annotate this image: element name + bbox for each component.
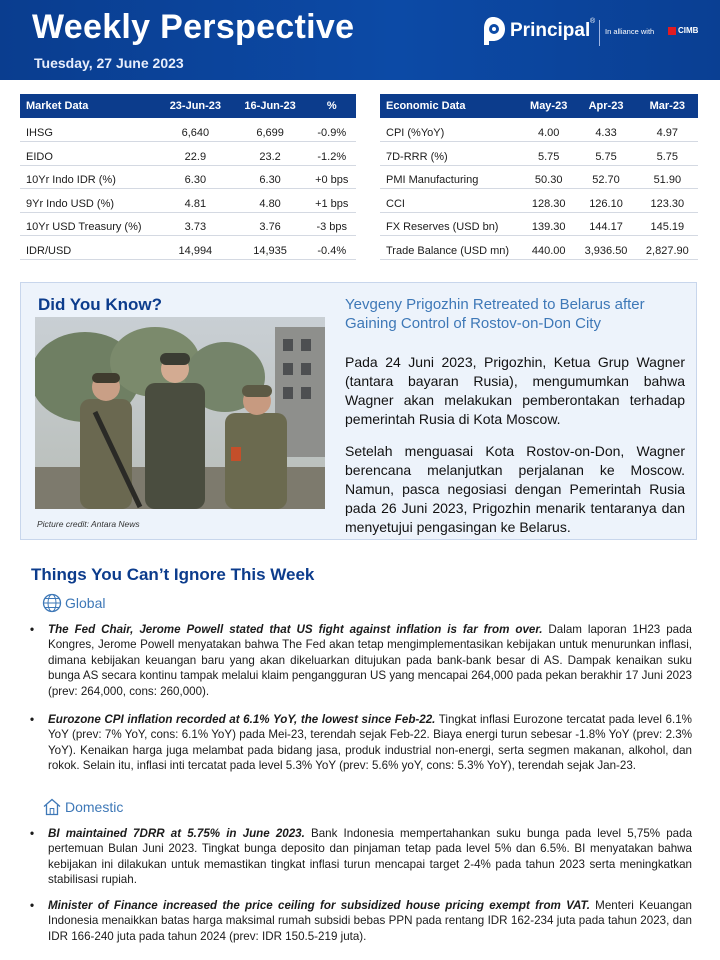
table-cell: 128.30 — [522, 189, 575, 213]
did-you-know-subtitle: Yevgeny Prigozhin Retreated to Belarus after Gaining Control of Rostov-on-Don City — [345, 296, 645, 332]
brand-divider — [599, 20, 600, 46]
item-body: Tingkat inflasi Eurozone tercatat pada level 6.1% YoY (prev: 7% YoY, cons: 6.1% YoY) pada Mei-23, terendah sejak Feb-22. Biaya energi turun sebesar -1.8% YoY (prev: 2.3% YoY). Kenaikan harga juga melambat pada bidang jasa, produk industrial non-energi, serta segmen makanan, alkohol, dan rokok. Selain itu, inflasi inti tercatat pada level 5.3% YoY (prev: 5.6% yoY, cons: 5.3% YoY), terendah sejak Jan-23. — [48, 713, 692, 773]
table-row — [20, 212, 356, 236]
table-cell: 440.00 — [522, 236, 575, 260]
table-cell: 144.17 — [575, 212, 636, 236]
table-cell: IDR/USD — [20, 236, 158, 260]
table-cell: 4.80 — [233, 189, 308, 213]
partner-name: CIMB — [678, 26, 699, 35]
column-header: Apr-23 — [575, 94, 636, 118]
table-cell: 6.30 — [158, 165, 233, 189]
list-item — [30, 898, 692, 944]
table-cell: -0.4% — [307, 236, 356, 260]
table-cell: 10Yr USD Treasury (%) — [20, 212, 158, 236]
table-row — [20, 236, 356, 260]
column-header: Market Data — [20, 94, 158, 118]
table-row — [380, 142, 698, 166]
report-title: Weekly Perspective — [32, 8, 355, 46]
table-header-row — [20, 94, 356, 118]
table-row — [380, 189, 698, 213]
table-row — [380, 165, 698, 189]
table-cell: 5.75 — [522, 142, 575, 166]
column-header: % — [307, 94, 356, 118]
brand-name: Principal — [510, 20, 591, 41]
bullet-marker: • — [30, 899, 35, 912]
table-row — [20, 118, 356, 142]
table-cell: EIDO — [20, 142, 158, 166]
table-cell: 23.2 — [233, 142, 308, 166]
column-header: Economic Data — [380, 94, 522, 118]
cimb-logo-icon — [668, 27, 676, 35]
bullet-marker: • — [30, 827, 35, 840]
item-headline: Minister of Finance increased the price ceiling for subsidized house pricing exempt from VAT. — [48, 899, 590, 912]
table-cell: -0.9% — [307, 118, 356, 142]
house-icon — [42, 797, 62, 817]
table-cell: CPI (%YoY) — [380, 118, 522, 142]
table-cell: CCI — [380, 189, 522, 213]
report-date: Tuesday, 27 June 2023 — [34, 55, 184, 71]
list-item-text — [48, 898, 692, 944]
did-you-know-heading: Did You Know? — [38, 295, 163, 314]
item-headline: Eurozone CPI inflation recorded at 6.1% YoY, the lowest since Feb-22. — [48, 713, 436, 726]
table-cell: 52.70 — [575, 165, 636, 189]
table-cell: 4.81 — [158, 189, 233, 213]
header-banner — [0, 0, 720, 80]
table-cell: 3.73 — [158, 212, 233, 236]
table-cell: 4.33 — [575, 118, 636, 142]
table-cell: -3 bps — [307, 212, 356, 236]
table-cell: +0 bps — [307, 165, 356, 189]
brand-registered-mark: ® — [590, 18, 596, 25]
table-cell: 7D-RRR (%) — [380, 142, 522, 166]
did-you-know-panel — [20, 282, 697, 540]
table-cell: +1 bps — [307, 189, 356, 213]
table-cell: 9Yr Indo USD (%) — [20, 189, 158, 213]
economic-data-table — [380, 94, 698, 260]
table-cell: -1.2% — [307, 142, 356, 166]
list-item — [30, 712, 692, 774]
table-cell: 4.00 — [522, 118, 575, 142]
item-body: Bank Indonesia mempertahankan suku bunga pada level 5,75% pada pertemuan Bulan Juni 2023. Tingkat bunga deposito dan pinjaman tetap pada level 5% dan 6.5%. BI menyatakan bahwa kebijakan ini dilakukan untuk memastikan tingkat inflasi turun mencapai target 2-4% pada tahun 2023 serta meningkatkan stabilisasi rupiah. — [48, 827, 693, 887]
section-title: Things You Can’t Ignore This Week — [31, 565, 315, 584]
table-cell: 6,699 — [233, 118, 308, 142]
table-cell: 51.90 — [637, 165, 698, 189]
did-you-know-paragraph: Setelah menguasai Kota Rostov-on-Don, Wagner berencana melanjutkan perjalanan ke Moscow. Namun, pasca negosiasi dengan Pemerintah Rusia pada 26 Juni 2023, Prigozhin menarik tentaranya dan menyetujui pengasingan ke Belarus. — [345, 443, 685, 535]
table-header-row — [380, 94, 698, 118]
table-row — [20, 165, 356, 189]
table-cell: 126.10 — [575, 189, 636, 213]
photo-credit: Picture credit: Antara News — [37, 519, 140, 529]
table-cell: 22.9 — [158, 142, 233, 166]
table-cell: 14,935 — [233, 236, 308, 260]
item-headline: The Fed Chair, Jerome Powell stated that US fight against inflation is far from over. — [48, 623, 543, 636]
table-cell: 123.30 — [637, 189, 698, 213]
column-header: May-23 — [522, 94, 575, 118]
principal-logo-icon — [480, 16, 506, 46]
item-body: Dalam laporan 1H23 pada Kongres, Jerome Powell menyatakan bahwa The Fed akan tetap mengimplementasikan kebijakan untuk menurunkan inflasi, dimana kebijakan keuangan baru yang akan dikeluarkan ditujukan pada bank-bank besar di AS. Dampak kenaikan suku bunga AS secara kontinu tampak melalui klaim pengangguran US yang mencapai 264,000 pada pekan berakhir 17 Juni 2023 (prev: 264,000, cons: 260,000). — [48, 623, 692, 698]
table-cell: IHSG — [20, 118, 158, 142]
table-row — [20, 142, 356, 166]
table-cell: 139.30 — [522, 212, 575, 236]
table-cell: 6,640 — [158, 118, 233, 142]
table-cell: 6.30 — [233, 165, 308, 189]
list-item-text — [48, 826, 692, 888]
table-row — [20, 189, 356, 213]
table-cell: 3,936.50 — [575, 236, 636, 260]
item-body: Menteri Keuangan Indonesia menaikkan batas harga maksimal rumah subsidi bebas PPN pada rentang IDR 162-234 juta pada tahun 2023, dan IDR 166-240 juta pada tahun 2024 (prev: IDR 150.5-219 juta). — [48, 899, 692, 943]
item-headline: BI maintained 7DRR at 5.75% in June 2023. — [48, 827, 305, 840]
table-row — [380, 118, 698, 142]
table-cell: Trade Balance (USD mn) — [380, 236, 522, 260]
table-cell: 5.75 — [637, 142, 698, 166]
list-item-text — [48, 712, 692, 774]
category-label: Domestic — [65, 799, 124, 815]
category-label: Global — [65, 595, 106, 611]
table-cell: PMI Manufacturing — [380, 165, 522, 189]
column-header: 16-Jun-23 — [233, 94, 308, 118]
table-row — [380, 212, 698, 236]
table-cell: 2,827.90 — [637, 236, 698, 260]
table-cell: 145.19 — [637, 212, 698, 236]
table-cell: 14,994 — [158, 236, 233, 260]
table-cell: 4.97 — [637, 118, 698, 142]
bullet-marker: • — [30, 713, 35, 726]
list-item-text — [48, 622, 692, 699]
list-item — [30, 622, 692, 699]
did-you-know-paragraph: Pada 24 Juni 2023, Prigozhin, Ketua Grup Wagner (tantara bayaran Rusia), mengumumkan bahwa Wagner akan melakukan pemberontakan terhadap pemerintah Rusia di Kota Moscow. — [345, 354, 685, 427]
table-cell: 50.30 — [522, 165, 575, 189]
brand-block — [480, 16, 700, 50]
news-photo — [35, 317, 325, 509]
column-header: 23-Jun-23 — [158, 94, 233, 118]
list-item — [30, 826, 692, 888]
bullet-marker: • — [30, 623, 35, 636]
alliance-text: In alliance with — [605, 27, 655, 36]
table-cell: 10Yr Indo IDR (%) — [20, 165, 158, 189]
globe-icon — [42, 593, 62, 613]
soldiers-photo-illustration — [35, 317, 325, 509]
column-header: Mar-23 — [637, 94, 698, 118]
table-cell: FX Reserves (USD bn) — [380, 212, 522, 236]
table-cell: 3.76 — [233, 212, 308, 236]
table-cell: 5.75 — [575, 142, 636, 166]
table-row — [380, 236, 698, 260]
market-data-table — [20, 94, 356, 260]
